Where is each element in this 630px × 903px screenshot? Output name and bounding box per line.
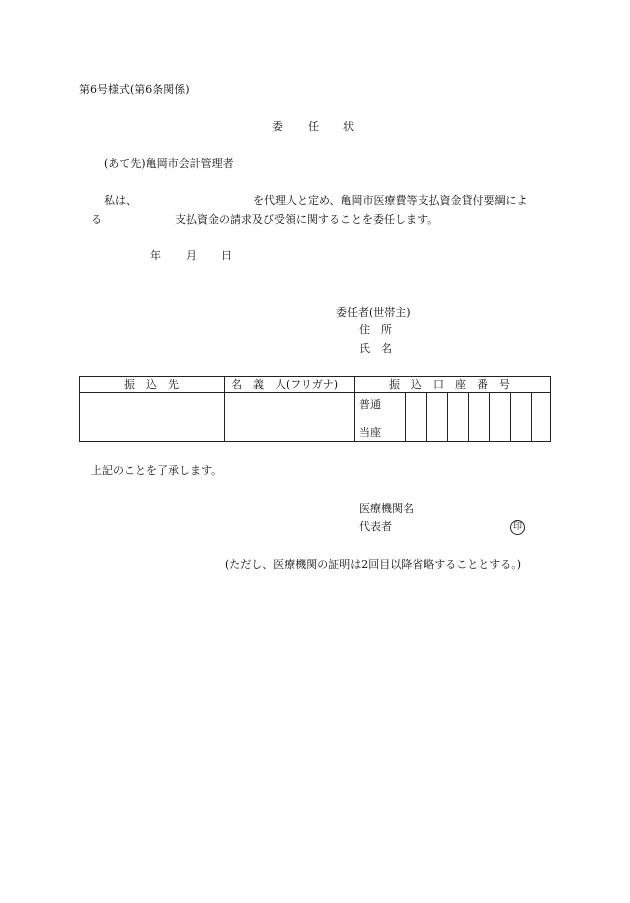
- title-char-1: 委: [272, 120, 283, 133]
- addressee: (あて先)亀岡市会計管理者: [104, 157, 234, 170]
- header-transfer-destination: 振 込 先: [124, 378, 179, 391]
- body-line1-suffix: を代理人と定め、亀岡市医療費等支払資金貸付要綱によ: [253, 194, 528, 207]
- title-char-2: 任: [308, 120, 319, 133]
- account-digit-divider: [531, 392, 532, 441]
- consent-text: 上記のことを了承します。: [91, 464, 223, 477]
- account-digit-divider: [447, 392, 448, 441]
- seal-mark: 印: [510, 520, 525, 535]
- account-digit-divider: [468, 392, 469, 441]
- table-header-divider: [80, 392, 550, 393]
- representative-label: 代表者: [359, 520, 392, 533]
- account-type-current: 当座: [359, 426, 381, 439]
- medical-institution-label: 医療機関名: [359, 502, 414, 515]
- bank-transfer-table: [79, 376, 551, 442]
- account-type-ordinary: 普通: [359, 398, 381, 411]
- delegator-address-label: 住 所: [359, 323, 392, 336]
- account-digit-divider: [405, 392, 406, 441]
- account-digit-divider: [489, 392, 490, 441]
- table-col-divider: [354, 377, 355, 441]
- date-month: 月: [186, 249, 197, 262]
- delegator-name-label: 氏 名: [359, 342, 392, 355]
- form-number: 第6号様式(第6条関係): [79, 83, 190, 96]
- header-account-number: 振 込 口 座 番 号: [389, 378, 510, 391]
- header-account-holder: 名 義 人(フリガナ): [231, 378, 339, 391]
- body-line2-suffix: 支払資金の請求及び受領に関することを委任します。: [175, 213, 439, 226]
- body-line1-prefix: 私は、: [104, 194, 137, 207]
- table-col-divider: [224, 377, 225, 441]
- footnote: (ただし、医療機関の証明は2回目以降省略することとする。): [225, 558, 522, 571]
- body-line2-prefix: る: [91, 213, 102, 226]
- date-day: 日: [221, 249, 232, 262]
- account-digit-divider: [510, 392, 511, 441]
- delegator-label: 委任者(世帯主): [336, 306, 411, 319]
- date-year: 年: [150, 249, 161, 262]
- account-digit-divider: [426, 392, 427, 441]
- title-char-3: 状: [343, 120, 354, 133]
